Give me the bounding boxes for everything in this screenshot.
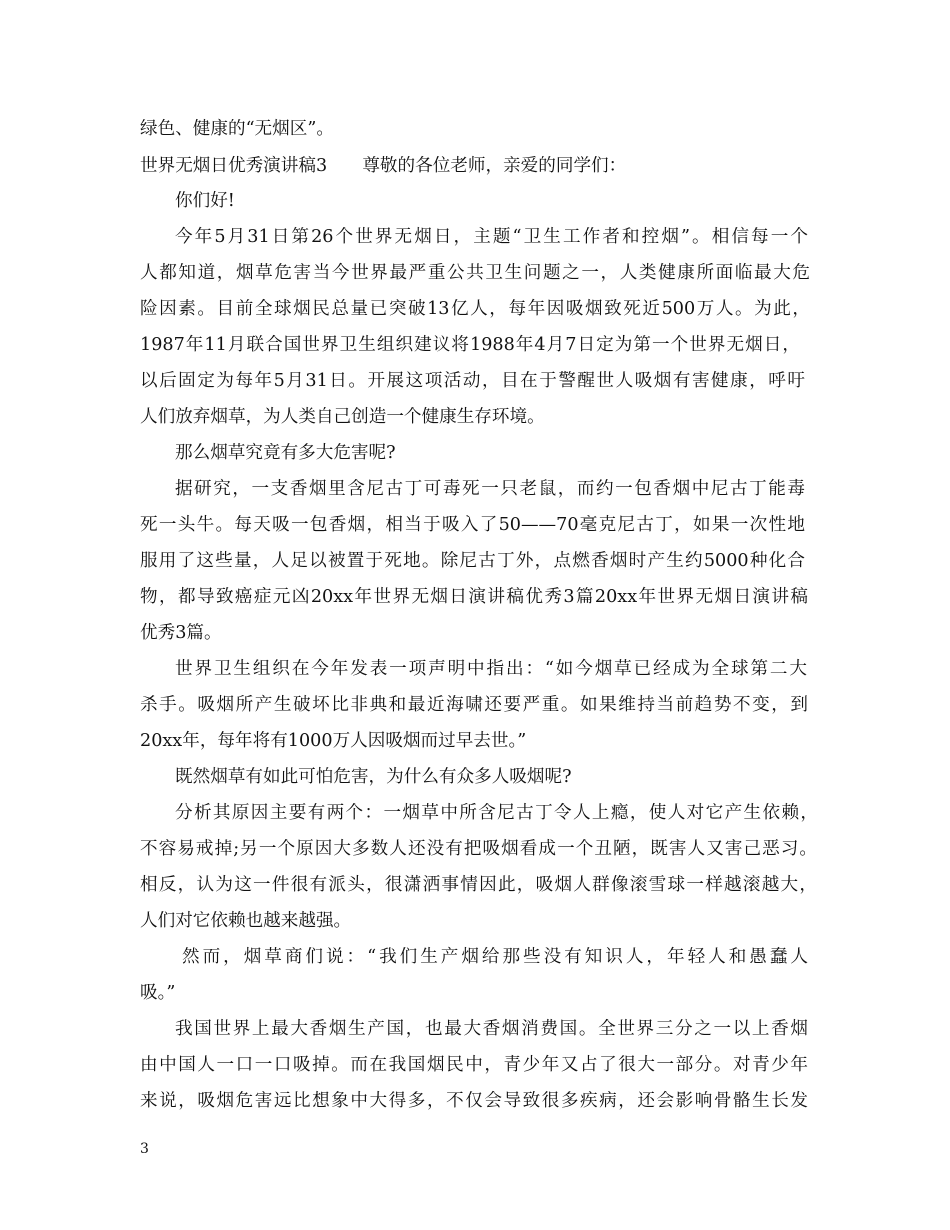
text-line: 你们好! <box>175 191 235 211</box>
text-line: 服用了这些量，人足以被置于死地。除尼古丁外，点燃香烟时产生约5000种化合 <box>140 551 805 571</box>
text-line: 物，都导致癌症元凶20xx年世界无烟日演讲稿优秀3篇20xx年世界无烟日演讲稿 <box>140 587 808 607</box>
text-line: 险因素。目前全球烟民总量已突破13亿人，每年因吸烟致死近500万人。为此， <box>140 299 810 319</box>
section-heading-line: 世界无烟日优秀演讲稿3 尊敬的各位老师，亲爱的同学们： <box>140 156 627 176</box>
text-line: 人们放弃烟草，为人类自己创造一个健康生存环境。 <box>140 407 545 427</box>
text-line: 杀手。吸烟所产生破坏比非典和最近海啸还要严重。如果维持当前趋势不变，到 <box>140 695 808 715</box>
text-line: 然而，烟草商们说：“我们生产烟给那些没有知识人，年轻人和愚蠢人 <box>182 947 808 967</box>
text-line: 由中国人一口一口吸掉。而在我国烟民中，青少年又占了很大一部分。对青少年 <box>140 1055 808 1075</box>
text-line: 据研究，一支香烟里含尼古丁可毒死一只老鼠，而约一包香烟中尼古丁能毒 <box>175 479 805 499</box>
text-line: 来说，吸烟危害远比想象中大得多，不仅会导致很多疾病，还会影响骨骼生长发 <box>140 1091 808 1111</box>
text-line: 人都知道，烟草危害当今世界最严重公共卫生问题之一，人类健康所面临最大危 <box>140 263 810 283</box>
text-line: 优秀3篇。 <box>140 623 222 643</box>
text-line: 人们对它依赖也越来越强。 <box>140 911 352 931</box>
text-line: 1987年11月联合国世界卫生组织建议将1988年4月7日定为第一个世界无烟日， <box>140 335 800 355</box>
text-line: 世界卫生组织在今年发表一项声明中指出：“如今烟草已经成为全球第二大 <box>175 659 807 679</box>
text-line: 今年5月31日第26个世界无烟日，主题“卫生工作者和控烟”。相信每一个 <box>175 227 808 247</box>
text-line: 我国世界上最大香烟生产国，也最大香烟消费国。全世界三分之一以上香烟 <box>175 1019 808 1039</box>
text-line: 死一头牛。每天吸一包香烟，相当于吸入了50——70毫克尼古丁，如果一次性地 <box>140 515 805 535</box>
text-line: 相反，认为这一件很有派头，很潇洒事情因此，吸烟人群像滚雪球一样越滚越大， <box>140 875 817 895</box>
text-line: 不容易戒掉;另一个原因大多数人还没有把吸烟看成一个丑陋，既害人又害己恶习。 <box>140 839 817 859</box>
text-line: 那么烟草究竟有多大危害呢? <box>175 443 396 463</box>
text-line: 既然烟草有如此可怕危害，为什么有众多人吸烟呢? <box>175 767 572 787</box>
page-number: 3 <box>140 1141 149 1157</box>
text-line: 以后固定为每年5月31日。开展这项活动，目在于警醒世人吸烟有害健康，呼吁 <box>140 371 805 391</box>
text-line: 分析其原因主要有两个：一烟草中所含尼古丁令人上瘾，使人对它产生依赖， <box>175 803 818 823</box>
text-line: 吸。” <box>140 983 176 1003</box>
text-line: 绿色、健康的“无烟区”。 <box>140 119 334 139</box>
text-line: 20xx年，每年将有1000万人因吸烟而过早去世。” <box>140 731 527 751</box>
